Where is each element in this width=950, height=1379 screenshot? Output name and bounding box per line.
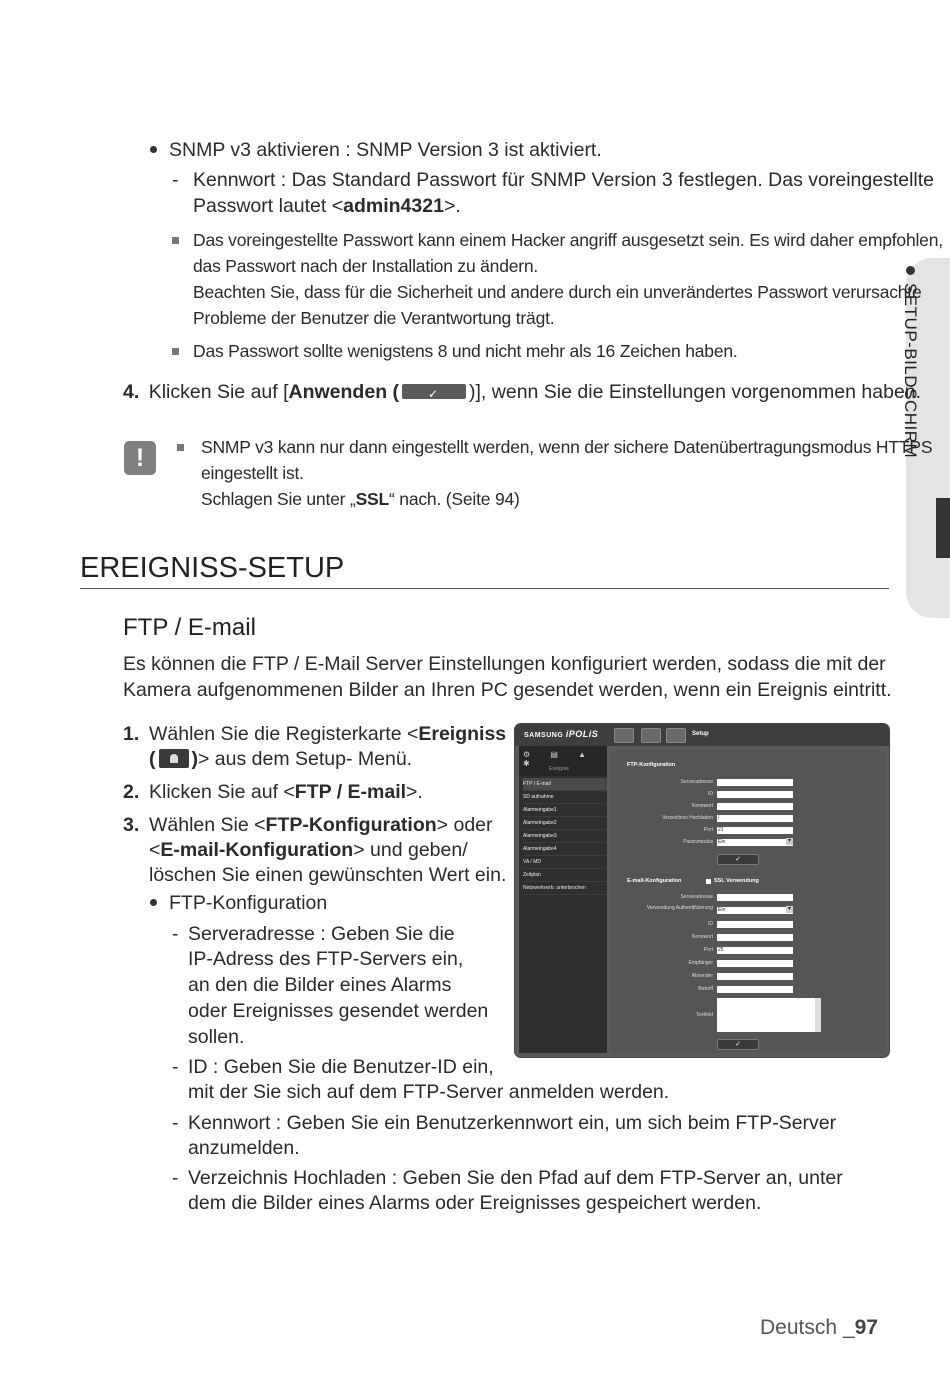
- snmp-note-1-line3: Beachten Sie, dass für die Sicherheit und andere durch ein unverändertes Passwort verursachte: [193, 282, 922, 302]
- dash-marker: -: [172, 169, 179, 191]
- field-label: Textfeld: [695, 1012, 713, 1018]
- field-label: Verwendung Authentifizierung: [646, 905, 713, 911]
- note-line-1: SNMP v3 kann nur dann eingestellt werden, wenn der sichere Datenübertragungsmodus HTTPS: [177, 434, 184, 460]
- menu-item-netzwerk: Netzwerkverb. unterbrochen: [523, 882, 607, 895]
- intro-line-2: Kamera aufgenommenen Bilder an Ihren PC gesendet werden, wenn ein Ereignis eintritt.: [123, 679, 892, 701]
- step-1: 1. Wählen Sie die Registerkarte <Ereigniss: [123, 723, 507, 745]
- ftp-apply-button: ✓: [717, 854, 759, 865]
- step-2: 2. Klicken Sie auf <FTP / E-mail>.: [123, 781, 423, 803]
- side-tab-label: SETUP-BILDSCHIRM: [900, 266, 940, 506]
- square-bullet-icon: [172, 348, 179, 355]
- menu-item-alarm2: Alarmeingabe2: [523, 817, 607, 830]
- bullet-dot-icon: [150, 899, 157, 906]
- section-title: EREIGNISS-SETUP: [80, 552, 345, 584]
- field-label: Kennwort: [691, 803, 713, 809]
- setup-screenshot: [515, 724, 889, 1057]
- step-3: 3. Wählen Sie <FTP-Konfiguration> oder: [123, 814, 493, 836]
- ftp-bullet: FTP-Konfiguration: [150, 890, 327, 916]
- event-tab-icon: [159, 749, 189, 768]
- kennwort-ftp-item-line2: anzumelden.: [188, 1137, 300, 1159]
- verzeichnis-item-line2: dem die Bilder eines Alarms oder Ereignisses gespeichert werden.: [188, 1192, 762, 1214]
- id-item: - ID : Geben Sie die Benutzer-ID ein,: [172, 1056, 494, 1078]
- step-3-line3: löschen Sie einen gewünschten Wert ein.: [149, 864, 507, 886]
- server-item-line5: sollen.: [188, 1026, 245, 1048]
- ftp-config-title: FTP-Konfiguration: [627, 762, 676, 768]
- ftp-id-field: [717, 791, 793, 798]
- email-auth-select: Ein ▾: [717, 907, 793, 914]
- menu-item-alarm4: Alarmeingabe4: [523, 843, 607, 856]
- server-item-line3: an den die Bilder eines Alarms: [188, 974, 452, 996]
- monitor-icon: [614, 728, 634, 743]
- field-label: Absender: [691, 973, 713, 979]
- email-body-textarea: [717, 998, 821, 1032]
- intro-line-1: Es können die FTP / E-Mail Server Einstellungen konfiguriert werden, sodass die mit der: [123, 653, 886, 675]
- field-label: Port: [703, 827, 713, 833]
- field-label: Kennwort: [691, 934, 713, 940]
- screenshot-form-panel: [611, 750, 885, 1053]
- samsung-ipolis-logo: SAMSUNG iPOLiS: [524, 729, 599, 739]
- menu-item-sd: SD aufnahme: [523, 791, 607, 804]
- kennwort-item: - Kennwort : Das Standard Passwort für SNMP Version 3 festlegen. Das voreingestellte: [172, 169, 935, 191]
- step-1-line2: ( )> aus dem Setup- Menü.: [149, 748, 413, 770]
- note-line-3: Schlagen Sie unter „SSL“ nach. (Seite 94): [201, 489, 520, 509]
- snmp-note-1: Das voreingestellte Passwort kann einem Hacker angriff ausgesetzt sein. Es wird daher empfohlen,: [172, 227, 179, 253]
- field-label: Verzeichnis Hochladen: [662, 815, 713, 821]
- ftp-port-field: 21: [717, 827, 793, 834]
- square-bullet-icon: [172, 237, 179, 244]
- ftp-passive-select: Ein ▾: [717, 839, 793, 846]
- ftp-upload-dir-field: /: [717, 815, 793, 822]
- server-item: - Serveradresse : Geben Sie die: [172, 923, 455, 945]
- side-tab-marker: [936, 498, 950, 558]
- dash-marker: -: [172, 923, 179, 945]
- snmp-note-1-line2: das Passwort nach der Installation zu ändern.: [193, 256, 539, 276]
- field-label: Serveradresse: [680, 779, 713, 785]
- server-item-line4: oder Ereignisses gesendet werden: [188, 1000, 489, 1022]
- field-label: Betreff: [698, 986, 713, 992]
- field-label: ID: [708, 921, 713, 927]
- field-label: ID: [708, 791, 713, 797]
- server-item-line2: IP-Adress des FTP-Servers ein,: [188, 948, 464, 970]
- kennwort-ftp-item: - Kennwort : Geben Sie ein Benutzerkennwort ein, um sich beim FTP-Server: [172, 1112, 837, 1134]
- menu-item-zeitplan: Zeitplan: [523, 869, 607, 882]
- menu-item-va-md: VA / MD: [523, 856, 607, 869]
- playback-icon: [641, 728, 661, 743]
- ftp-password-field: [717, 803, 793, 810]
- email-subject-field: [717, 986, 793, 993]
- step-4: 4. Klicken Sie auf [Anwenden (✓ )], wenn Sie die Einstellungen vorgenommen haben.: [123, 379, 921, 405]
- bullet-dot-icon: [150, 146, 157, 153]
- snmp-note-2: Das Passwort sollte wenigstens 8 und nicht mehr als 16 Zeichen haben.: [172, 338, 179, 364]
- verzeichnis-item: - Verzeichnis Hochladen : Geben Sie den Pfad auf dem FTP-Server an, unter: [172, 1167, 843, 1189]
- caution-icon: !: [124, 441, 156, 475]
- subsection-title: FTP / E-mail: [123, 614, 256, 641]
- email-port-field: 25: [717, 947, 793, 954]
- apply-button-icon: [402, 384, 466, 399]
- email-recipient-field: [717, 960, 793, 967]
- field-label: Serveradresse: [680, 894, 713, 900]
- dash-marker: -: [172, 1056, 179, 1078]
- page-footer: Deutsch _97: [760, 1316, 878, 1339]
- email-password-field: [717, 934, 793, 941]
- kennwort-item-line2: Passwort lautet <admin4321>.: [193, 195, 461, 217]
- square-bullet-icon: [177, 444, 184, 451]
- field-label: Passivmodus: [683, 839, 713, 845]
- ssl-label: SSL Verwendung: [714, 878, 759, 884]
- email-sender-field: [717, 973, 793, 980]
- email-server-field: [717, 894, 793, 901]
- menu-item-alarm3: Alarmeingabe3: [523, 830, 607, 843]
- step-3-line2: <E-mail-Konfiguration> und geben/: [149, 839, 468, 861]
- dash-marker: -: [172, 1167, 179, 1189]
- ssl-checkbox: [706, 879, 711, 884]
- menu-item-alarm1: Alarmeingabe1: [523, 804, 607, 817]
- ftp-server-field: [717, 779, 793, 786]
- field-label: Empfänger: [688, 960, 713, 966]
- email-apply-button: ✓: [717, 1039, 759, 1050]
- menu-item-ftp-email: FTP / E-mail: [523, 778, 607, 791]
- screenshot-left-menu: [519, 746, 607, 1053]
- left-menu-header: [519, 746, 607, 776]
- snmp-note-1-line4: Probleme der Benutzer die Verantwortung trägt.: [193, 308, 555, 328]
- category-icons: ⚙ ▤ ▲ ✱: [523, 750, 596, 768]
- setup-label: Setup: [692, 731, 709, 737]
- snmp-bullet: SNMP v3 aktivieren : SNMP Version 3 ist aktiviert.: [150, 137, 602, 163]
- email-id-field: [717, 921, 793, 928]
- email-config-title: E-mail-Konfiguration: [627, 878, 682, 884]
- screenshot-topbar: [515, 724, 889, 746]
- note-line-2: eingestellt ist.: [201, 463, 304, 483]
- section-divider: [80, 588, 889, 589]
- left-menu-title: Ereignis: [549, 766, 569, 772]
- gear-icon: [666, 728, 686, 743]
- dash-marker: -: [172, 1112, 179, 1134]
- bullet-dot-icon: [906, 266, 915, 275]
- field-label: Port: [703, 947, 713, 953]
- id-item-line2: mit der Sie sich auf dem FTP-Server anmelden werden.: [188, 1081, 670, 1103]
